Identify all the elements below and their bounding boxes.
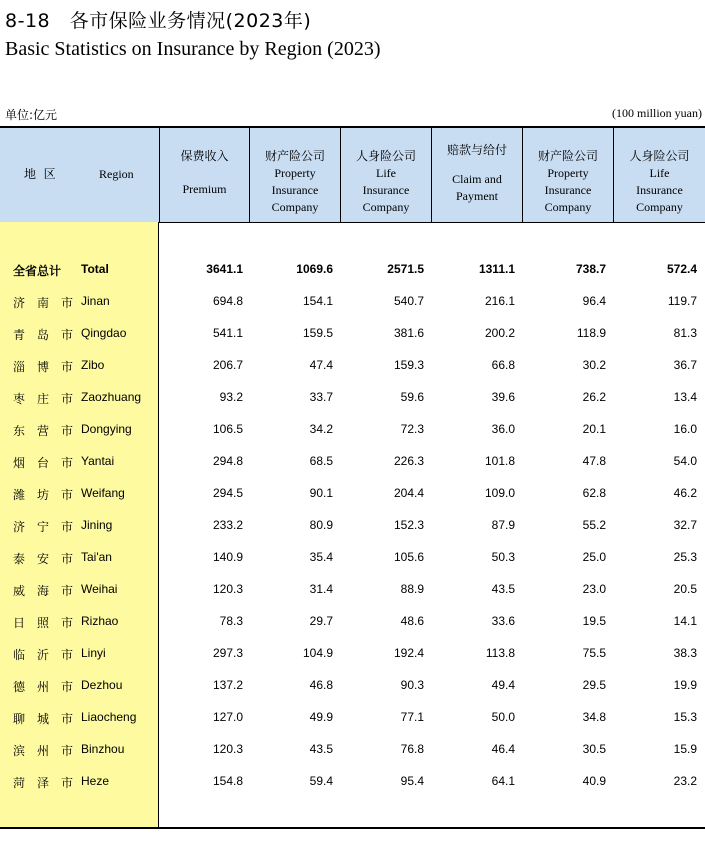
- table-row-total: [0, 254, 705, 286]
- premium-value: 294.5: [212, 486, 243, 500]
- header-premium-property-en3: Company: [271, 200, 319, 214]
- premium-property-value: 29.7: [309, 614, 333, 628]
- claim-life-value: 36.7: [673, 358, 697, 372]
- region-name-en: Yantai: [81, 454, 115, 468]
- claim-life-value: 14.1: [673, 614, 697, 628]
- region-name-en: Rizhao: [81, 614, 119, 628]
- region-name-cn: 德州市: [13, 680, 73, 694]
- region-name-en: Linyi: [81, 646, 106, 660]
- claim-value: 50.3: [491, 550, 515, 564]
- header-claim-property-cn: 财产险公司: [537, 149, 598, 163]
- premium-life-value: 88.9: [400, 582, 424, 596]
- table-row: [0, 382, 705, 414]
- table-row: [0, 734, 705, 766]
- premium-life-value: 76.8: [400, 742, 424, 756]
- region-name-en: Weifang: [81, 486, 125, 500]
- premium-property-value: 35.4: [309, 550, 333, 564]
- claim-value: 46.4: [491, 742, 515, 756]
- claim-property-value: 30.5: [582, 742, 606, 756]
- region-name-en: Dezhou: [81, 678, 123, 692]
- table-row: [0, 638, 705, 670]
- claim-value: 1311.1: [478, 262, 515, 276]
- region-name-cn: 济宁市: [13, 520, 73, 534]
- claim-life-value: 81.3: [673, 326, 697, 340]
- premium-life-value: 226.3: [393, 454, 424, 468]
- table-row: [0, 478, 705, 510]
- premium-value: 120.3: [212, 742, 243, 756]
- header-claim-en2: Payment: [456, 189, 498, 203]
- claim-value: 109.0: [484, 486, 515, 500]
- premium-property-value: 90.1: [309, 486, 333, 500]
- premium-life-value: 72.3: [400, 422, 424, 436]
- claim-value: 113.8: [485, 646, 515, 660]
- header-claim-life-en1: Life: [649, 166, 670, 180]
- claim-value: 33.6: [491, 614, 515, 628]
- header-claim-life-cn: 人身险公司: [629, 149, 690, 163]
- region-name-cn: 全省总计: [13, 264, 62, 278]
- header-premium-life: [340, 128, 431, 222]
- region-name-cn: 日照市: [13, 616, 73, 630]
- table-row: [0, 606, 705, 638]
- premium-property-value: 59.4: [309, 774, 333, 788]
- claim-value: 49.4: [491, 678, 515, 692]
- premium-life-value: 2571.5: [387, 262, 424, 276]
- header-premium-property-cn: 财产险公司: [264, 149, 325, 163]
- header-claim-life-en3: Company: [636, 200, 683, 214]
- table-row: [0, 446, 705, 478]
- premium-value: 137.2: [212, 678, 243, 692]
- claim-property-value: 62.8: [582, 486, 606, 500]
- premium-property-value: 49.9: [309, 710, 333, 724]
- region-name-cn: 东营市: [13, 424, 73, 438]
- region-name-en: Jinan: [81, 294, 110, 308]
- region-name-cn: 潍坊市: [13, 488, 73, 502]
- claim-value: 43.5: [491, 582, 515, 596]
- table-bottom-rule: [0, 827, 705, 829]
- region-name-cn: 临沂市: [13, 648, 73, 662]
- claim-property-value: 34.8: [582, 710, 606, 724]
- unit-label-en: (100 million yuan): [612, 106, 702, 120]
- claim-life-value: 38.3: [673, 646, 697, 660]
- unit-label-cn: 单位:亿元: [5, 108, 58, 122]
- header-claim-life-en2: Insurance: [636, 183, 683, 197]
- premium-property-value: 43.5: [309, 742, 333, 756]
- region-name-cn: 枣庄市: [13, 392, 73, 406]
- claim-value: 101.8: [484, 454, 515, 468]
- header-claim-property-en1: Property: [547, 166, 589, 180]
- claim-property-value: 19.5: [582, 614, 606, 628]
- table-row: [0, 670, 705, 702]
- premium-value: 154.8: [212, 774, 243, 788]
- claim-value: 64.1: [491, 774, 515, 788]
- region-name-cn: 淄博市: [13, 360, 73, 374]
- header-premium-property-en2: Insurance: [271, 183, 319, 197]
- table-row: [0, 414, 705, 446]
- premium-value: 3641.1: [206, 262, 243, 276]
- claim-property-value: 96.4: [582, 294, 606, 308]
- region-name-en: Zaozhuang: [81, 390, 142, 404]
- premium-life-value: 59.6: [400, 390, 424, 404]
- region-name-cn: 泰安市: [13, 552, 73, 566]
- region-name-en: Liaocheng: [81, 710, 137, 724]
- premium-life-value: 77.1: [400, 710, 424, 724]
- claim-value: 87.9: [491, 518, 515, 532]
- header-premium-property: [249, 128, 340, 222]
- table-row: [0, 766, 705, 798]
- claim-life-value: 119.7: [667, 294, 697, 308]
- claim-property-value: 118.9: [576, 326, 606, 340]
- premium-life-value: 95.4: [400, 774, 424, 788]
- premium-life-value: 105.6: [393, 550, 424, 564]
- region-name-en: Dongying: [81, 422, 132, 436]
- premium-value: 127.0: [212, 710, 243, 724]
- header-premium-life-en2: Insurance: [362, 183, 410, 197]
- region-name-en: Total: [81, 262, 109, 276]
- page-title-cn: 8-18 各市保险业务情况(2023年): [5, 10, 312, 32]
- table-header: [0, 128, 705, 223]
- premium-property-value: 31.4: [309, 582, 333, 596]
- claim-property-value: 40.9: [582, 774, 606, 788]
- header-claim: [431, 128, 522, 222]
- claim-life-value: 19.9: [673, 678, 697, 692]
- premium-life-value: 540.7: [393, 294, 424, 308]
- premium-life-value: 159.3: [393, 358, 424, 372]
- premium-property-value: 80.9: [309, 518, 333, 532]
- premium-life-value: 192.4: [393, 646, 424, 660]
- premium-value: 120.3: [212, 582, 243, 596]
- claim-life-value: 46.2: [673, 486, 697, 500]
- header-claim-cn: 赔款与给付: [446, 143, 507, 157]
- premium-value: 541.1: [212, 326, 243, 340]
- claim-property-value: 29.5: [582, 678, 606, 692]
- premium-life-value: 48.6: [400, 614, 424, 628]
- region-name-cn: 烟台市: [13, 456, 73, 470]
- claim-value: 66.8: [491, 358, 515, 372]
- header-claim-en1: Claim and: [452, 172, 502, 186]
- claim-life-value: 13.4: [673, 390, 697, 404]
- claim-property-value: 75.5: [582, 646, 606, 660]
- claim-life-value: 25.3: [673, 550, 697, 564]
- claim-life-value: 23.2: [673, 774, 697, 788]
- region-name-cn: 聊城市: [13, 712, 73, 726]
- premium-property-value: 34.2: [309, 422, 333, 436]
- header-region-cn: 地 区: [24, 167, 56, 181]
- premium-value: 294.8: [212, 454, 243, 468]
- claim-life-value: 32.7: [673, 518, 697, 532]
- premium-value: 297.3: [212, 646, 243, 660]
- claim-value: 50.0: [491, 710, 515, 724]
- region-name-en: Heze: [81, 774, 110, 788]
- claim-value: 200.2: [484, 326, 515, 340]
- premium-property-value: 68.5: [309, 454, 333, 468]
- premium-value: 233.2: [212, 518, 243, 532]
- region-name-en: Zibo: [81, 358, 105, 372]
- claim-property-value: 25.0: [582, 550, 606, 564]
- header-premium: [159, 128, 249, 222]
- claim-life-value: 15.9: [673, 742, 697, 756]
- claim-property-value: 23.0: [582, 582, 606, 596]
- claim-property-value: 26.2: [582, 390, 606, 404]
- premium-life-value: 152.3: [393, 518, 424, 532]
- premium-property-value: 104.9: [302, 646, 333, 660]
- claim-life-value: 572.4: [666, 262, 697, 276]
- region-name-cn: 滨州市: [13, 744, 73, 758]
- table-row: [0, 286, 705, 318]
- claim-property-value: 47.8: [582, 454, 606, 468]
- premium-value: 694.8: [212, 294, 243, 308]
- header-claim-property: [522, 128, 613, 222]
- claim-life-value: 54.0: [673, 454, 697, 468]
- claim-life-value: 15.3: [673, 710, 697, 724]
- region-name-en: Weihai: [81, 582, 118, 596]
- claim-value: 216.1: [484, 294, 515, 308]
- table-row: [0, 702, 705, 734]
- table-row: [0, 350, 705, 382]
- table-row: [0, 574, 705, 606]
- premium-property-value: 33.7: [309, 390, 333, 404]
- premium-property-value: 46.8: [309, 678, 333, 692]
- header-claim-life: [613, 128, 705, 222]
- table-row: [0, 318, 705, 350]
- premium-property-value: 47.4: [309, 358, 333, 372]
- region-name-cn: 菏泽市: [13, 776, 73, 790]
- header-premium-life-cn: 人身险公司: [355, 149, 416, 163]
- premium-property-value: 159.5: [302, 326, 333, 340]
- claim-life-value: 20.5: [673, 582, 697, 596]
- header-premium-life-en3: Company: [362, 200, 410, 214]
- region-name-en: Jining: [81, 518, 113, 532]
- claim-value: 39.6: [491, 390, 515, 404]
- page-title-en: Basic Statistics on Insurance by Region (2023): [5, 38, 381, 60]
- header-premium-property-en1: Property: [274, 166, 316, 180]
- header-claim-property-en3: Company: [544, 200, 592, 214]
- premium-property-value: 1069.6: [296, 262, 333, 276]
- premium-life-value: 204.4: [393, 486, 424, 500]
- claim-property-value: 738.7: [575, 262, 606, 276]
- table-row: [0, 510, 705, 542]
- premium-value: 106.5: [212, 422, 243, 436]
- header-premium-cn: 保费收入: [180, 149, 229, 163]
- premium-life-value: 90.3: [400, 678, 424, 692]
- premium-property-value: 154.1: [302, 294, 333, 308]
- region-name-en: Binzhou: [81, 742, 125, 756]
- header-region: [0, 128, 159, 222]
- premium-life-value: 381.6: [393, 326, 424, 340]
- table-row: [0, 542, 705, 574]
- premium-value: 206.7: [212, 358, 243, 372]
- premium-value: 93.2: [219, 390, 243, 404]
- region-name-cn: 威海市: [13, 584, 73, 598]
- header-claim-property-en2: Insurance: [544, 183, 592, 197]
- region-name-cn: 青岛市: [13, 328, 73, 342]
- claim-property-value: 55.2: [582, 518, 606, 532]
- premium-value: 78.3: [219, 614, 243, 628]
- claim-property-value: 20.1: [582, 422, 606, 436]
- header-premium-life-en1: Life: [376, 166, 396, 180]
- region-name-cn: 济南市: [13, 296, 73, 310]
- region-name-en: Qingdao: [81, 326, 127, 340]
- header-region-en: Region: [99, 167, 134, 181]
- header-premium-en: Premium: [182, 182, 227, 196]
- premium-value: 140.9: [212, 550, 243, 564]
- region-name-en: Tai'an: [81, 550, 112, 564]
- claim-value: 36.0: [491, 422, 515, 436]
- claim-life-value: 16.0: [673, 422, 697, 436]
- claim-property-value: 30.2: [582, 358, 606, 372]
